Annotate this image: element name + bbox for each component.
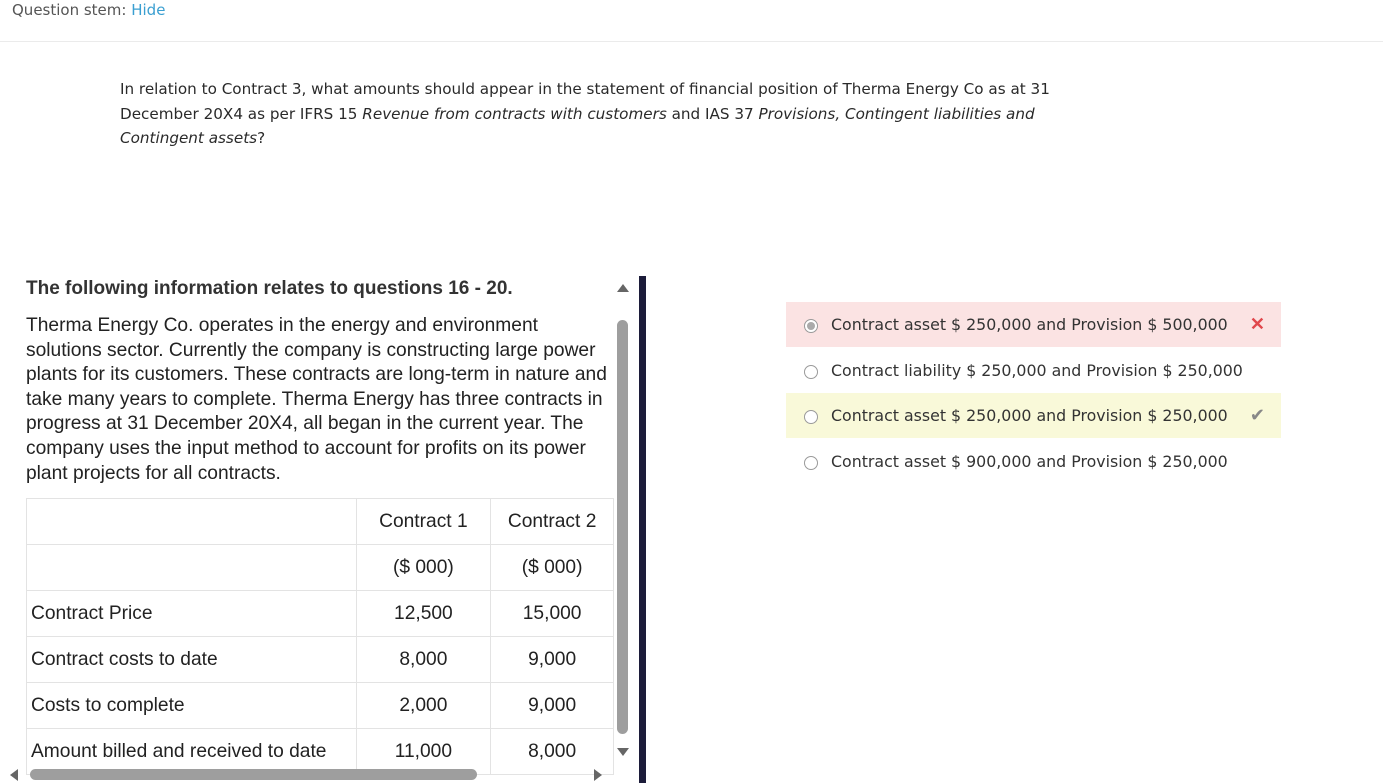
question-text — [120, 77, 1080, 151]
question-text-part: In relation to Contract 3, what amounts should appear in the statement of financial position of Therma Energy Co as at 31 December 20X4 as per IFRS 15 — [120, 80, 1050, 123]
table-cell: 9,000 — [491, 637, 614, 683]
question-stem-header — [12, 0, 165, 20]
radio-button[interactable] — [804, 365, 818, 379]
incorrect-x-icon: ✕ — [1249, 314, 1265, 334]
scroll-left-arrow-icon[interactable] — [10, 769, 18, 781]
passage-horizontal-scrollbar[interactable] — [0, 765, 614, 783]
pane-splitter[interactable] — [639, 276, 646, 783]
scroll-up-arrow-icon[interactable] — [617, 284, 629, 292]
table-cell: 8,000 — [491, 729, 614, 775]
table-cell — [27, 499, 357, 545]
radio-button[interactable] — [804, 410, 818, 424]
passage-pane[interactable] — [0, 276, 640, 783]
table-cell: 8,000 — [356, 637, 491, 683]
table-units-row — [27, 545, 614, 591]
table-cell: 2,000 — [356, 683, 491, 729]
table-cell: Costs to complete — [27, 683, 357, 729]
table-cell: 11,000 — [356, 729, 491, 775]
table-row — [27, 591, 614, 637]
passage-text: Therma Energy Co. operates in the energy and environment solutions sector. Currently the company is constructing large power plants for its customers. These contracts are long-term in nature and take many years to complete. Therma Energy has three contracts in progress at 31 December 20X4, all began in the current year. The company uses the input method to account for profits on its power plant projects for all contracts. — [26, 315, 607, 484]
correct-check-icon: ✔ — [1249, 405, 1265, 425]
table-cell: Contract 1 — [356, 499, 491, 545]
scroll-right-arrow-icon[interactable] — [594, 769, 602, 781]
question-text-part: and IAS 37 — [666, 104, 759, 123]
answer-option-2[interactable] — [786, 348, 1281, 393]
passage-heading: The following information relates to questions 16 - 20. — [26, 278, 513, 299]
radio-button[interactable] — [804, 456, 818, 470]
table-cell: Contract costs to date — [27, 637, 357, 683]
table-cell: Contract 2 — [491, 499, 614, 545]
table-cell: 15,000 — [491, 591, 614, 637]
table-cell: ($ 000) — [356, 545, 491, 591]
option-label: Contract liability $ 250,000 and Provision $ 250,000 — [831, 361, 1243, 380]
answer-option-4[interactable] — [786, 439, 1281, 484]
table-cell — [27, 545, 357, 591]
hide-stem-link[interactable]: Hide — [131, 1, 166, 19]
table-cell: 9,000 — [491, 683, 614, 729]
table-row — [27, 637, 614, 683]
option-label: Contract asset $ 250,000 and Provision $ 250,000 — [831, 406, 1228, 425]
table-row — [27, 683, 614, 729]
header-divider — [0, 41, 1383, 42]
answer-option-3[interactable] — [786, 393, 1281, 438]
horizontal-scroll-thumb[interactable] — [30, 769, 477, 780]
contracts-table — [26, 498, 614, 775]
question-stem-label: Question stem: — [12, 1, 127, 19]
table-cell: Contract Price — [27, 591, 357, 637]
standard-title-ias37: Provisions, Contingent liabilities and Contingent assets — [120, 104, 1035, 147]
option-label: Contract asset $ 250,000 and Provision $ 500,000 — [831, 315, 1228, 334]
option-label: Contract asset $ 900,000 and Provision $ 250,000 — [831, 452, 1228, 471]
question-text-part: ? — [257, 129, 266, 147]
vertical-scroll-thumb[interactable] — [617, 320, 628, 734]
radio-button-selected[interactable] — [804, 319, 818, 333]
scroll-down-arrow-icon[interactable] — [617, 748, 629, 756]
table-cell: ($ 000) — [491, 545, 614, 591]
table-header-row — [27, 499, 614, 545]
table-cell: 12,500 — [356, 591, 491, 637]
table-cell: Amount billed and received to date — [27, 729, 357, 775]
standard-title-ifrs15: Revenue from contracts with customers — [362, 104, 667, 123]
passage-vertical-scrollbar[interactable] — [614, 276, 632, 763]
answer-option-1[interactable] — [786, 302, 1281, 347]
